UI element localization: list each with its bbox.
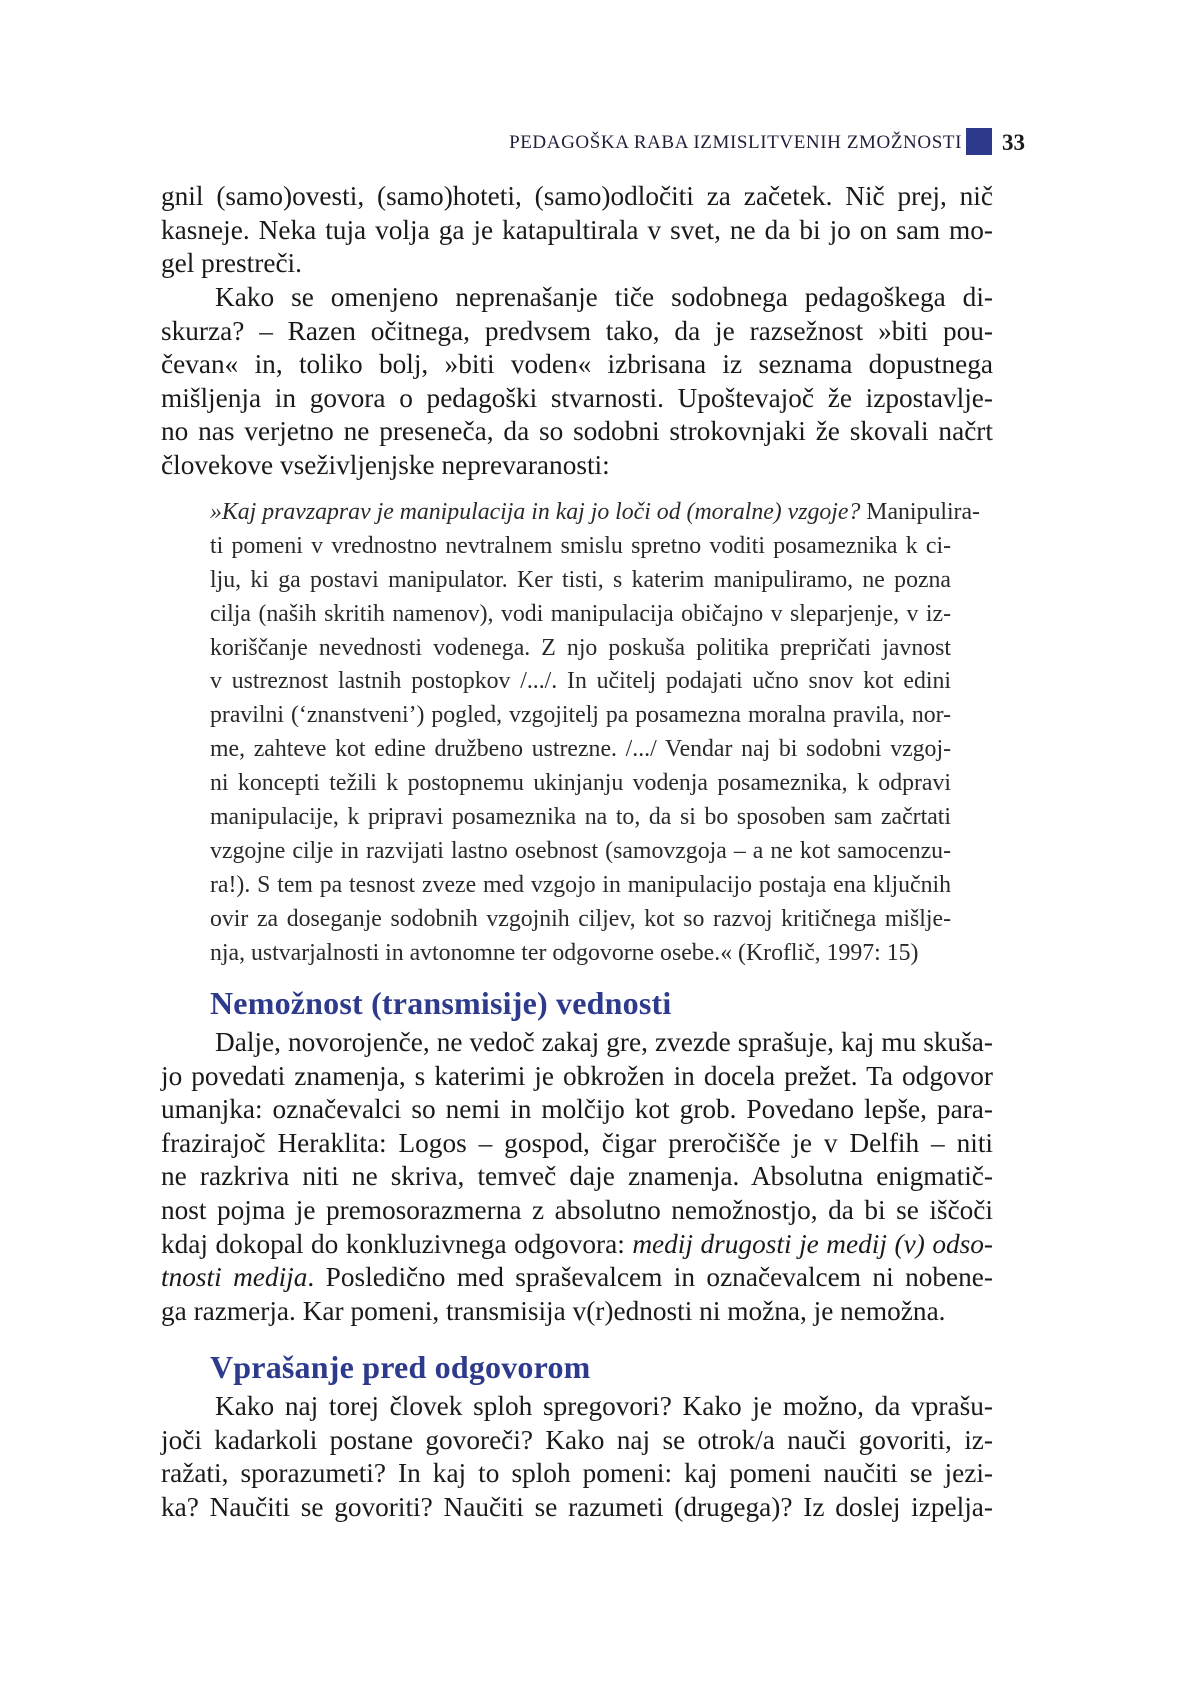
paragraph-section2: [161, 1390, 993, 1524]
text-line: ka? Naučiti se govoriti? Naučiti se razumeti (drugega)? Iz doslej izpelja-: [161, 1491, 993, 1522]
quote-line: [210, 496, 980, 530]
section-heading: Vprašanje pred odgovorom: [210, 1349, 591, 1385]
quote-line: ti pomeni v vrednostno nevtralnem smislu spretno voditi posameznika k ci-: [210, 532, 951, 559]
quote-line: pravilni (‘znanstveni’) pogled, vzgojitelj pa posamezna moralna pravila, nor-: [210, 702, 951, 729]
text-line: gel prestreči.: [161, 248, 302, 279]
page-number: 33: [1002, 130, 1025, 155]
text-line: [161, 1228, 993, 1262]
text-line: Dalje, novorojenče, ne vedoč zakaj gre, zvezde sprašuje, kaj mu skuša-: [215, 1027, 993, 1057]
paragraph-section1: [161, 1026, 993, 1328]
page-header: [0, 128, 1187, 162]
quote-line: manipulacije, k pripravi posameznika na to, da si bo sposoben sam začrtati: [210, 804, 951, 831]
text-line: kasneje. Neka tuja volja ga je katapultirala v svet, ne da bi jo on sam mo-: [161, 214, 993, 245]
text-line: jo povedati znamenja, s katerimi je obkrožen in docela prežet. Ta odgovor: [161, 1060, 993, 1091]
quote-line: cilja (naših skritih namenov), vodi manipulacija običajno v sleparjenje, v iz-: [210, 600, 951, 627]
quote-line: ovir za doseganje sodobnih vzgojnih ciljev, kot so razvoj kritičnega mišlje-: [210, 905, 951, 932]
quote-line: vzgojne cilje in razvijati lastno osebnost (samovzgoja – a ne kot samocenzu-: [210, 837, 951, 864]
quote-line: ni koncepti težili k postopnemu ukinjanju vodenja posameznika, k odpravi: [210, 770, 951, 797]
text-line: frazirajoč Heraklita: Logos – gospod, čigar preročišče je v Delfih – niti: [161, 1127, 993, 1158]
text-line: ražati, sporazumeti? In kaj to sploh pomeni: kaj pomeni naučiti se jezi-: [161, 1458, 993, 1489]
text-line: mišljenja in govora o pedagoški stvarnosti. Upoštevajoč že izpostavlje-: [161, 382, 993, 413]
section-heading: Nemožnost (transmisije) vednosti: [210, 985, 672, 1021]
text-line: Kako naj torej človek sploh spregovori? Kako je možno, da vprašu-: [215, 1391, 993, 1421]
quote-line: koriščanje nevednosti vodenega. Z njo poskuša politika prepričati javnost: [210, 634, 951, 661]
text-line: Kako se omenjeno neprenašanje tiče sodobnega pedagoškega di-: [215, 282, 993, 312]
quote-line: lju, ki ga postavi manipulator. Ker tisti, s katerim manipuliramo, ne pozna: [210, 566, 951, 593]
text-line: ga razmerja. Kar pomeni, transmisija v(r)ednosti ni možna, je nemožna.: [161, 1295, 946, 1326]
text-line: gnil (samo)ovesti, (samo)hoteti, (samo)odločiti za začetek. Nič prej, nič: [161, 181, 993, 211]
paragraph-continued: [161, 180, 993, 281]
emphasis: medij drugosti je medij (v) odso-: [632, 1228, 993, 1259]
text-line: ne razkriva niti ne skriva, temveč daje znamenja. Absolutna enigmatič-: [161, 1161, 993, 1192]
text-span: . Posledično med spraševalcem in označevalcem ni nobene-: [307, 1262, 993, 1293]
quote-line: me, zahteve kot edine družbeno ustrezne. /.../ Vendar naj bi sodobni vzgoj-: [210, 736, 951, 763]
text-line: no nas verjetno ne preseneča, da so sodobni strokovnjaki že skovali načrt: [161, 416, 993, 447]
quote-question: »Kaj pravzaprav je manipulacija in kaj jo loči od (moralne) vzgoje?: [210, 499, 861, 525]
quote-text: Manipulira-: [860, 499, 980, 525]
text-line: čevan« in, toliko bolj, »biti voden« izbrisana iz seznama dopustnega: [161, 349, 993, 380]
header-square-marker: [966, 128, 992, 155]
text-line: umanjka: označevalci so nemi in molčijo kot grob. Povedano lepše, para-: [161, 1094, 993, 1125]
block-quote: [210, 496, 980, 970]
quote-line: v ustreznost lastnih postopkov /.../. In učitelj podajati učno snov kot edini: [210, 668, 951, 695]
paragraph-discourse: [161, 281, 993, 483]
text-line: človekove vseživljenjske neprevaranosti:: [161, 449, 610, 480]
text-line: [161, 1261, 993, 1295]
quote-line: nja, ustvarjalnosti in avtonomne ter odgovorne osebe.« (Kroflič, 1997: 15): [210, 939, 919, 966]
emphasis: tnosti medija: [161, 1262, 308, 1293]
quote-line: ra!). S tem pa tesnost zveze med vzgojo in manipulacijo postaja ena ključnih: [210, 871, 951, 898]
text-span: kdaj dokopal do konkluzivnega odgovora:: [161, 1228, 633, 1259]
running-head: PEDAGOŠKA RABA IZMISLITVENIH ZMOŽNOSTI: [509, 132, 962, 153]
text-line: joči kadarkoli postane govoreči? Kako naj se otrok/a nauči govoriti, iz-: [161, 1424, 993, 1455]
text-line: skurza? – Razen očitnega, predvsem tako, da je razsežnost »biti pou-: [161, 315, 993, 346]
text-line: nost pojma je premosorazmerna z absolutno nemožnostjo, da bi se iščoči: [161, 1194, 993, 1225]
